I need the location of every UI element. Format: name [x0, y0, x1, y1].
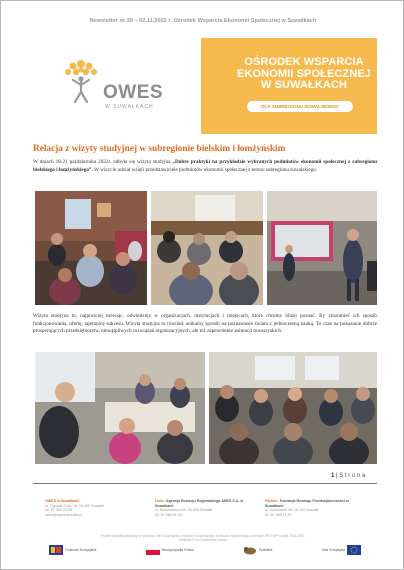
banner-title-line: EKONOMII SPOŁECZNEJ: [237, 67, 371, 80]
partner-email: owes@owes.suwalki.pl: [45, 512, 83, 517]
photo-audience-seated: [209, 352, 377, 464]
photo-speaker-presentation: [267, 191, 377, 305]
owes-logo-text: OWES: [103, 82, 164, 103]
banner-title-line: W SUWAŁKACH: [260, 79, 348, 91]
paragraph-bold-text: „Dobre praktyki na przykładzie wybranych podmiotów ekonomii społecznej z subregionu bielskiego i łomżyńskiego”.: [33, 159, 377, 173]
logo-label: Unia Europejska: [321, 547, 345, 552]
page-number-value: 1: [331, 473, 335, 479]
owes-banner: [39, 38, 377, 134]
partner-phone: tel. 87 566 20 55: [45, 508, 72, 513]
partner-label: OWES w Suwałkach: [45, 499, 80, 503]
article-paragraph: Wizyta studyjna to, najprościej mówiąc, odwiedziny w organizacjach, instytucjach i miejscach, które chcemy bliżej poznać. By zrozumieć ich sposób funkcjonowania, ofertę, tajemnicę sukcesu. Wizyta studyjna to również unikalny sposób na poznawanie świata z jednoczesną nauką. To czas na pokazanie dobrze prosperujących przedsiębiorstw, niewątpliwych rozwiązań organizacyjnych, ale też zapewnienie animacji towarzyskich.: [33, 313, 377, 335]
article-title: Relacja z wizyty studyjnej w subregionie bielskim i łomżyńskim: [33, 144, 286, 154]
footer-divider: [33, 483, 377, 484]
partner-phone: tel. 87 566 01 66: [155, 512, 182, 517]
paragraph-text: W dniach 18-21 października 2022r. odbyła się wizyta studyjna: [33, 159, 173, 165]
polish-flag-icon: [146, 545, 160, 555]
banner-badge: DLA SUBREGIONU SUWALSKIEGO: [247, 101, 353, 112]
photo-workshop-table: [35, 352, 205, 464]
banner-title-area: [201, 38, 377, 134]
partner-name: Fundacja Rozwoju Przedsiębiorczości w Suwałkach: [265, 499, 349, 508]
logo-unia-europejska: [322, 544, 361, 556]
partner-label: Partner:: [265, 499, 279, 503]
logo-label: Rzeczpospolita Polska: [161, 547, 194, 552]
partner-phone: tel. 87 565 11 86: [265, 512, 292, 517]
partner-address: ul. Kościuszki 45, 16-400 Suwałki: [265, 508, 319, 513]
partner-address: ul. Noniewicza 42A, 16-400 Suwałki: [155, 508, 213, 513]
partners-block: [45, 499, 365, 517]
fundusze-europejskie-icon: [49, 545, 63, 555]
logo-label: Fundusze Europejskie: [65, 547, 97, 552]
owes-logo-subtext: W SUWAŁKACH: [105, 104, 154, 110]
page-number-label: S t r o n a: [339, 473, 366, 479]
photo-group-room: [35, 191, 147, 305]
logo-label: Podlaskie: [258, 547, 273, 552]
funding-logos: [49, 542, 361, 557]
partner-address: ul. Ogródki 2 lok. 18, 16-400 Suwałki: [45, 503, 104, 508]
page-number: 1 | S t r o n a: [331, 473, 366, 479]
logo-fundusze-europejskie: [49, 544, 97, 556]
photo-audience-hall: [151, 191, 263, 305]
article-paragraph: [33, 159, 377, 174]
partner-owes: [45, 499, 145, 517]
partner-name: Agencja Rozwoju Regionalnego ARES S.A. w Suwałkach: [155, 499, 244, 508]
partner-label: Lider:: [155, 499, 165, 503]
partner-lider: [155, 499, 255, 517]
banner-logo-area: [39, 38, 201, 134]
bison-icon: [243, 545, 257, 555]
banner-title-line: OŚRODEK WSPARCIA: [244, 56, 364, 68]
partner-fundacja: [265, 499, 365, 517]
funding-note: Projekt współfinansowany ze środków Unii Europejskiej w ramach Europejskiego Funduszu Społecznego w ramach RPO WP na lata 2014-2020, działanie 2.5 na podstawie umowy: [100, 534, 306, 542]
logo-podlaskie: [243, 544, 273, 556]
owes-tree-logo-icon: [61, 56, 101, 104]
logo-rzeczpospolita: [146, 544, 194, 556]
newsletter-header: Newsletter nr 30 – 02.11.2022 r. Ośrodek Wsparcia Ekonomii Społecznej w Suwałkach: [89, 18, 317, 24]
eu-flag-icon: [347, 545, 361, 555]
paragraph-text: W wizycie udział wzięli przedstawiciele podmiotów ekonomii społecznej z terenu subregionu suwalskiego.: [92, 166, 318, 173]
banner-title: [219, 57, 389, 92]
